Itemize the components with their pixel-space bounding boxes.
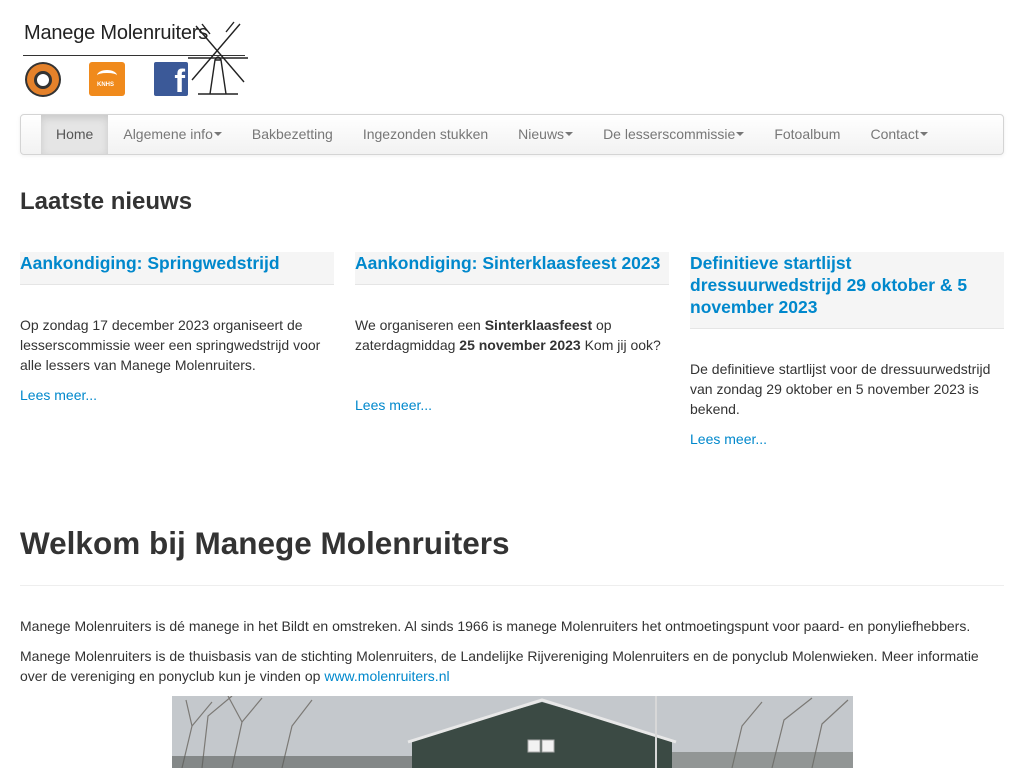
news-item-title-link[interactable]: Aankondiging: Sinterklaasfeest 2023 [355,253,661,273]
manege-photo-image [172,696,853,768]
windmill-icon [188,20,248,96]
knhs-logo-icon[interactable] [89,62,125,96]
welcome-paragraph-text: Manege Molenruiters is de thuisbasis van de stichting Molenruiters, de Landelijke Rijvereniging Molenruiters en de ponyclub Molenwieken. Meer informatie over de vereniging en ponyclub kun je vinden op [20,648,979,684]
nav-fotoalbum[interactable] [759,115,855,154]
nav-lesserscommissie[interactable] [588,115,759,154]
news-item-header [690,252,1004,329]
caret-down-icon [565,132,573,136]
facebook-icon[interactable] [154,62,188,96]
club-badge-icon[interactable] [25,62,61,97]
news-item-title-link[interactable]: Definitieve startlijst dressuurwedstrijd 29 oktober & 5 november 2023 [690,253,968,317]
news-item [20,252,334,405]
nav-ingezonden-stukken[interactable] [348,115,503,154]
news-item-header [20,252,334,285]
caret-down-icon [920,132,928,136]
nav-bakbezetting[interactable] [237,115,348,154]
news-item-body: Op zondag 17 december 2023 organiseert de lesserscommissie weer een springwedstrijd voor alle lessers van Manege Molenruiters. [20,317,321,373]
news-item-title-link[interactable]: Aankondiging: Springwedstrijd [20,253,280,273]
body-text: Kom jij ook? [580,337,661,353]
nav-list [41,115,943,154]
news-item-title[interactable] [355,252,669,284]
news-item [690,252,1004,449]
nav-algemene-info[interactable] [108,115,237,154]
nav-nieuws-label: Nieuws [518,126,565,142]
molenruiters-link[interactable]: www.molenruiters.nl [324,668,450,684]
nav-contact-label: Contact [870,126,919,142]
nav-nieuws[interactable] [503,115,588,154]
knhs-label: KNHS [97,82,115,88]
body-bold: Sinterklaasfeest [484,317,593,333]
divider [20,585,1004,586]
nav-algemene-info-label: Algemene info [123,126,213,142]
welcome-paragraph: Manege Molenruiters is dé manege in het Bildt en omstreken. Al sinds 1966 is manege Molenruiters het ontmoetingspunt voor paard- en ponyliefhebbers. [20,618,971,634]
nav-bakbezetting-label: Bakbezetting [251,126,333,142]
news-item-title[interactable] [690,252,1004,328]
facebook-letter: f [174,63,185,96]
news-item-body [355,315,669,355]
latest-news-title: Laatste nieuws [20,188,193,215]
nav-lesserscommissie-label: De lesserscommissie [603,126,736,142]
news-item [355,252,669,415]
body-bold: 25 november 2023 [459,337,581,353]
caret-down-icon [214,132,222,136]
nav-ingezonden-stukken-label: Ingezonden stukken [362,126,489,142]
news-item-header [355,252,669,285]
welcome-title: Welkom bij Manege Molenruiters [20,525,510,561]
nav-contact[interactable] [855,115,942,154]
nav-home-label: Home [56,126,94,142]
news-item-body: De definitieve startlijst voor de dressuurwedstrijd van zondag 29 oktober en 5 november 2023 is bekend. [690,361,991,417]
manege-photo [172,696,853,768]
welcome-paragraph [20,646,1004,686]
caret-down-icon [736,132,744,136]
body-text: op zaterdagmiddag [355,317,612,353]
read-more-link[interactable]: Lees meer... [20,387,98,403]
nav-fotoalbum-label: Fotoalbum [774,126,841,142]
nav-home[interactable] [41,115,108,154]
read-more-link[interactable]: Lees meer... [355,397,433,413]
logo-title: Manege Molenruiters [24,22,209,44]
body-text: We organiseren een [355,317,485,333]
read-more-link[interactable]: Lees meer... [690,431,768,447]
main-navbar [20,114,1004,155]
site-logo[interactable] [20,18,248,100]
news-item-title[interactable] [20,252,334,284]
